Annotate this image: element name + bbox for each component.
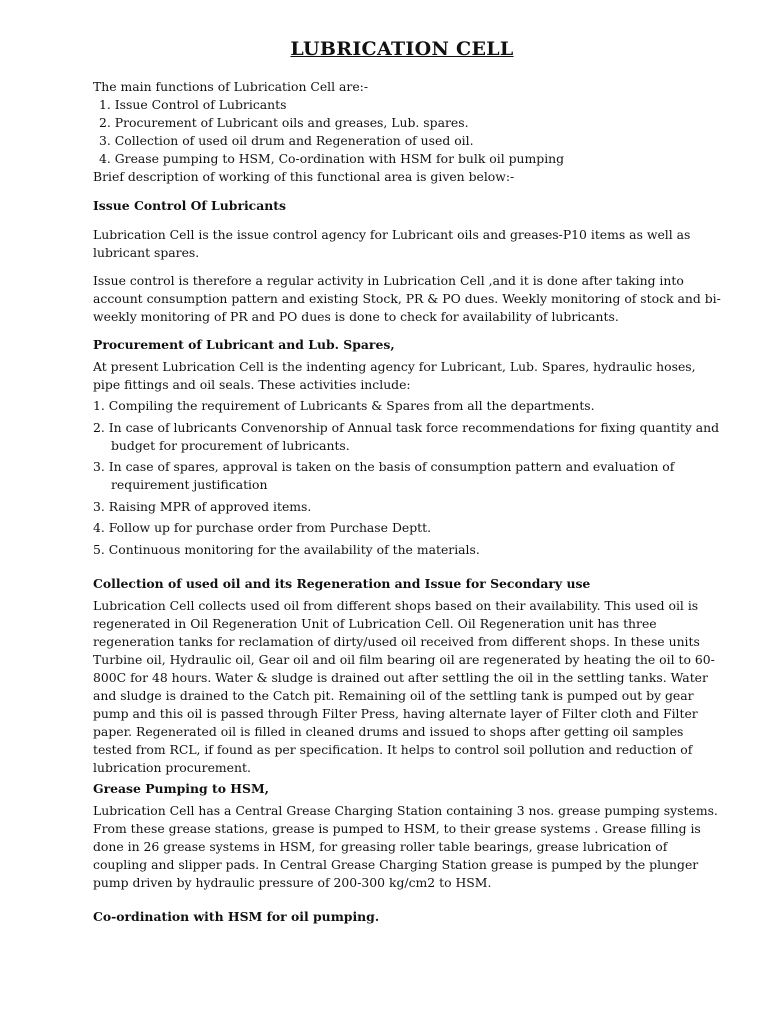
document-body bbox=[93, 78, 723, 937]
procurement-item: 3. In case of spares, approval is taken on the basis of consumption pattern and evaluation of requirement justification bbox=[93, 459, 675, 492]
issue-paragraph-2: Issue control is therefore a regular activity in Lubrication Cell ,and it is done after taking into account consumption pattern and existing Stock, PR & PO dues. Weekly monitoring of stock and bi-weekly monitoring of PR and PO dues is done to check for availability of lubricants. bbox=[93, 273, 721, 324]
section-heading-coordination: Co-ordination with HSM for oil pumping. bbox=[93, 908, 380, 924]
procurement-item: 5. Continuous monitoring for the availability of the materials. bbox=[93, 541, 480, 557]
page-title: LUBRICATION CELL bbox=[290, 38, 514, 60]
function-item: 4. Grease pumping to HSM, Co-ordination with HSM for bulk oil pumping bbox=[99, 151, 565, 166]
section-heading-procurement: Procurement of Lubricant and Lub. Spares, bbox=[93, 337, 395, 352]
grease-paragraph: Lubrication Cell has a Central Grease Charging Station containing 3 nos. grease pumping systems. From these grease stations, grease is pumped to HSM, to their grease systems . Grease filling is done in 26 grease systems in HSM, for greasing roller table bearings, grease lubrication of coupling and slipper pads. In Central Grease Charging Station grease is pumped by the plunger pump driven by hydraulic pressure of 200-300 kg/cm2 to HSM. bbox=[93, 802, 718, 890]
procurement-list bbox=[93, 397, 723, 559]
procurement-item: 1. Compiling the requirement of Lubricants & Spares from all the departments. bbox=[93, 398, 595, 413]
section-heading-grease: Grease Pumping to HSM, bbox=[93, 780, 269, 796]
section-heading-issue: Issue Control Of Lubricants bbox=[93, 198, 286, 213]
brief-text: Brief description of working of this functional area is given below:- bbox=[93, 169, 515, 184]
procurement-item: 2. In case of lubricants Convenorship of Annual task force recommendations for fixing quantity and budget for procurement of lubricants. bbox=[93, 419, 720, 453]
procurement-item: 3. Raising MPR of approved items. bbox=[93, 498, 312, 514]
functions-list bbox=[93, 96, 723, 168]
intro-text: The main functions of Lubrication Cell are:- bbox=[93, 79, 369, 94]
procurement-intro: At present Lubrication Cell is the indenting agency for Lubricant, Lub. Spares, hydraulic hoses, pipe fittings and oil seals. These activities include: bbox=[93, 359, 696, 392]
function-item: 1. Issue Control of Lubricants bbox=[99, 97, 287, 112]
issue-paragraph-1: Lubrication Cell is the issue control agency for Lubricant oils and greases-P10 items as well as lubricant spares. bbox=[93, 227, 691, 260]
section-heading-collection: Collection of used oil and its Regeneration and Issue for Secondary use bbox=[93, 575, 591, 591]
procurement-item: 4. Follow up for purchase order from Purchase Deptt. bbox=[93, 520, 432, 535]
function-item: 3. Collection of used oil drum and Regeneration of used oil. bbox=[99, 133, 474, 148]
function-item: 2. Procurement of Lubricant oils and greases, Lub. spares. bbox=[99, 115, 469, 130]
collection-paragraph: Lubrication Cell collects used oil from different shops based on their availability. This used oil is regenerated in Oil Regeneration Unit of Lubrication Cell. Oil Regeneration unit has three regeneration tanks for reclamation of dirty/used oil received from different shops. In these units Turbine oil, Hydraulic oil, Gear oil and oil film bearing oil are regenerated by heating the oil to 60- 800C for 48 hours. Water & sludge is drained out after settling the oil in the settling tanks. Water and sludge is drained to the Catch pit. Remaining oil of the settling tank is pumped out by gear pump and this oil is passed through Filter Press, having alternate layer of Filter cloth and Filter paper. Regenerated oil is filled in cleaned drums and issued to shops after getting oil samples tested from RCL, if found as per specification. It helps to control soil pollution and reduction of lubrication procurement. bbox=[93, 597, 715, 775]
